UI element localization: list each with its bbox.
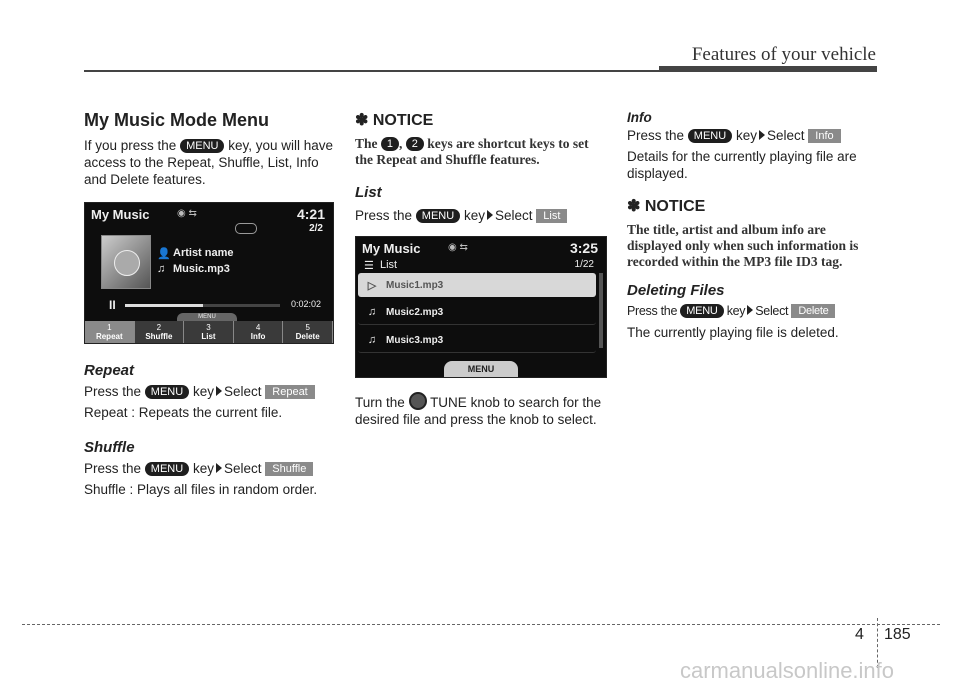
menu-key-badge: MENU <box>145 462 189 476</box>
page-header-title: Features of your vehicle <box>691 44 876 65</box>
menu-tab-label: Repeat <box>95 332 123 341</box>
header-bar <box>659 66 877 72</box>
elapsed-time: 0:02:02 <box>290 299 321 309</box>
column-right <box>627 110 879 341</box>
music-note-icon: ♫ <box>157 263 166 275</box>
screen-clock: 3:25 <box>569 240 598 256</box>
menu-tab-number: 2 <box>156 323 162 332</box>
menu-tab-4[interactable] <box>283 321 333 343</box>
file-list-item[interactable] <box>358 328 596 353</box>
arrow-right-icon <box>216 386 222 396</box>
arrow-right-icon <box>487 210 493 220</box>
screen-title: My Music <box>362 241 421 256</box>
footer-rule <box>22 624 940 625</box>
menu-tab-label: List <box>201 332 216 341</box>
menu-tab-3[interactable] <box>234 321 284 343</box>
menu-tab-label: Info <box>250 332 266 341</box>
menu-key-badge: MENU <box>688 129 732 143</box>
notice-title: ✽ NOTICE <box>627 198 706 215</box>
track-count: 2/2 <box>309 223 323 234</box>
file-list-label: Music2.mp3 <box>386 306 444 318</box>
chapter-number: 4 <box>855 626 864 643</box>
page-number: 185 <box>884 626 911 643</box>
file-list-item[interactable] <box>358 300 596 325</box>
menu-tab-label: Delete <box>295 332 320 341</box>
arrow-right-icon <box>759 130 765 140</box>
progress-fill <box>125 304 203 307</box>
menu-tab-number: 1 <box>107 323 112 332</box>
menu-key-badge: MENU <box>416 209 460 223</box>
menu-key-badge: MENU <box>680 304 723 318</box>
repeat-heading: Repeat <box>84 362 135 379</box>
list-select-badge: List <box>536 209 567 223</box>
disc-icon <box>114 250 140 276</box>
list-screen <box>355 236 607 378</box>
progress-track <box>125 304 280 307</box>
notice-text: The title, artist and album info are displayed only when such information is recorded within the MP3 file ID3 tag. <box>627 222 859 269</box>
menu-tab-2[interactable] <box>184 321 234 343</box>
delete-heading: Deleting Files <box>627 282 725 299</box>
shuffle-select-badge: Shuffle <box>265 462 313 476</box>
notice-title: ✽ NOTICE <box>355 112 434 129</box>
usb-icon: ◉ ⇆ <box>177 208 197 219</box>
column-left <box>84 110 334 498</box>
notice-text: The 1 , 2 keys are shortcut keys to set the Repeat and Shuffle features. <box>355 136 589 167</box>
list-count: 1/22 <box>574 259 594 270</box>
tune-instruction: Turn the TUNE knob to search for the desired file and press the knob to select. <box>355 392 607 428</box>
menu-tab-number: 5 <box>305 323 310 332</box>
shuffle-instruction: Press the MENU key Select Shuffle <box>84 460 334 477</box>
repeat-mode-icon <box>235 223 257 234</box>
list-heading: List <box>355 184 382 201</box>
delete-select-badge: Delete <box>791 304 835 318</box>
arrow-right-icon <box>747 305 753 315</box>
my-music-screen <box>84 202 334 344</box>
shuffle-heading: Shuffle <box>84 439 135 456</box>
play-icon: ▷ <box>367 279 377 292</box>
arrow-right-icon <box>216 463 222 473</box>
screen-clock: 4:21 <box>296 206 325 222</box>
file-list-item[interactable] <box>358 273 596 297</box>
column-middle <box>355 110 607 428</box>
music-note-icon: ♫ <box>367 334 377 346</box>
file-name: Music.mp3 <box>173 263 230 275</box>
intro-text: If you press the MENU key, you will have access to the Repeat, Shuffle, List, Info and Delete features. <box>84 138 334 187</box>
screen-title: My Music <box>91 207 150 222</box>
watermark: carmanualsonline.info <box>680 658 895 683</box>
repeat-select-badge: Repeat <box>265 385 314 399</box>
info-select-badge: Info <box>808 129 840 143</box>
file-list-label: Music1.mp3 <box>386 279 444 291</box>
delete-description: The currently playing file is deleted. <box>627 325 839 340</box>
menu-tab-1[interactable] <box>135 321 185 343</box>
menu-tab-label: Shuffle <box>145 332 173 341</box>
album-art <box>101 235 151 289</box>
music-note-icon: ♫ <box>367 306 377 318</box>
artist-name: Artist name <box>173 247 234 259</box>
list-instruction: Press the MENU key Select List <box>355 207 607 224</box>
file-list <box>358 273 596 356</box>
delete-instruction: Press the MENU key Select Delete <box>627 303 879 320</box>
menu-key-badge: MENU <box>145 385 189 399</box>
key1-badge: 1 <box>381 137 399 151</box>
repeat-description: Repeat : Repeats the current file. <box>84 405 283 420</box>
section-title: My Music Mode Menu <box>84 110 270 130</box>
info-instruction: Press the MENU key Select Info <box>627 127 879 144</box>
menu-tab-0[interactable] <box>85 321 135 343</box>
menu-tab-number: 4 <box>255 323 261 332</box>
pause-icon[interactable]: II <box>109 298 116 312</box>
info-heading: Info <box>627 110 652 125</box>
menu-tab-number: 3 <box>206 323 211 332</box>
shuffle-description: Shuffle : Plays all files in random order. <box>84 482 318 497</box>
list-label: List <box>380 259 398 271</box>
artist-icon: 👤 <box>157 248 171 260</box>
menu-tab-bar <box>85 321 333 343</box>
key2-badge: 2 <box>406 137 424 151</box>
menu-tab[interactable]: MENU <box>444 361 518 377</box>
menu-key-badge: MENU <box>180 139 224 153</box>
menu-tab[interactable]: MENU <box>177 313 237 321</box>
tune-knob-icon <box>409 392 427 410</box>
info-description: Details for the currently playing file are displayed. <box>627 149 857 181</box>
list-scrollbar[interactable] <box>599 273 603 348</box>
usb-icon: ◉ ⇆ <box>448 242 468 253</box>
file-list-label: Music3.mp3 <box>386 334 444 346</box>
list-icon: ☰ <box>364 260 374 272</box>
header-rule <box>84 70 659 72</box>
repeat-instruction: Press the MENU key Select Repeat <box>84 383 334 400</box>
